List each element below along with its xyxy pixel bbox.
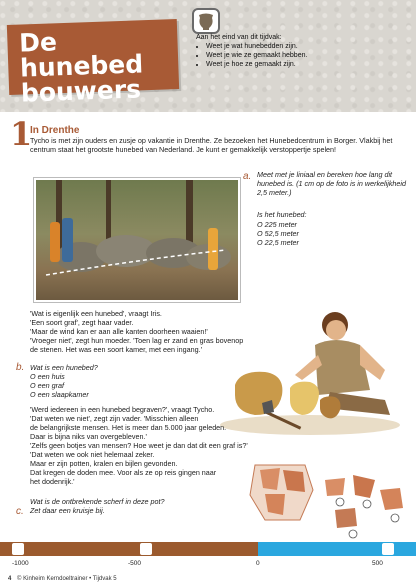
dialogue-line: 'Werd iedereen in een hunebed begraven?', vraagt Tycho. bbox=[30, 405, 215, 414]
pot-shards-puzzle bbox=[235, 460, 410, 540]
dialogue-line: 'Maar de wind kan er aan alle kanten doorheen waaien!' bbox=[30, 327, 208, 336]
question-a-sub: Is het hunebed: bbox=[257, 210, 307, 219]
question-b-text: Wat is een hunebed? bbox=[30, 363, 98, 372]
pot-icon bbox=[192, 8, 220, 34]
goals-intro: Aan het eind van dit tijdvak: bbox=[196, 34, 282, 41]
timeline-label: -1000 bbox=[12, 560, 29, 567]
option-label: 22,5 meter bbox=[264, 238, 299, 247]
question-a-letter: a. bbox=[243, 171, 252, 182]
goals-list bbox=[196, 42, 396, 69]
timeline-label: 0 bbox=[256, 560, 260, 567]
timeline-bc-segment bbox=[0, 542, 258, 556]
dialogue-line: 'Dat weten we niet', zegt zijn vader. 'Misschien alleen bbox=[30, 414, 199, 423]
timeline-label: 500 bbox=[372, 560, 383, 567]
dialogue-line: de stenen. Het was een soort kamer, met een ingang.' bbox=[30, 345, 202, 354]
goal-item: • Weet je wie ze gemaakt hebben. bbox=[206, 51, 396, 60]
question-c bbox=[30, 497, 230, 515]
dialogue-line: 'Dat weten we ook niet helemaal zeker. bbox=[30, 450, 155, 459]
dialogue-line: 'Een soort graf', zegt haar vader. bbox=[30, 318, 134, 327]
dialogue-line: de belangrijkste mensen. Het is meer dan 5.000 jaar geleden. bbox=[30, 423, 227, 432]
page-title-line1: De hunebed bbox=[18, 27, 144, 83]
question-c-line1: Wat is de ontbrekende scherf in deze pot? bbox=[30, 497, 165, 506]
question-a-text: Meet met je liniaal en bereken hoe lang dit hunebed is. (1 cm op de foto is in werkelijkheid 2,5 meter.) bbox=[257, 170, 407, 197]
question-c-letter: c. bbox=[16, 506, 24, 517]
option-huis[interactable]: O een huis bbox=[30, 372, 65, 381]
dialogue-line: 'Vroeger niet', zegt hun moeder. 'Toen lag er zand en gras bovenop bbox=[30, 336, 244, 345]
question-c-line2: Zet daar een kruisje bij. bbox=[30, 506, 105, 515]
option-label: een huis bbox=[37, 372, 65, 381]
option-22-5[interactable]: O 22,5 meter bbox=[257, 238, 299, 247]
pot-icon-svg bbox=[194, 10, 218, 32]
section-number: 1 bbox=[10, 115, 33, 153]
hunebed-photo bbox=[34, 178, 240, 302]
option-label: een graf bbox=[37, 381, 64, 390]
section-intro: Tycho is met zijn ouders en zusje op vakantie in Drenthe. Ze bezoeken het Hunebedcentrum in Borger. Vlakbij het centrum staat het grootste hunebed van Nederland. Je kunt er gemakkelijk verstoppertje spelen! bbox=[30, 136, 393, 154]
measure-line bbox=[36, 180, 238, 300]
page-title bbox=[18, 25, 172, 108]
option-label: 225 meter bbox=[264, 220, 297, 229]
dialogue-line: Maar er zijn potten, kralen en bijlen gevonden. bbox=[30, 459, 178, 468]
castle-icon bbox=[382, 543, 394, 555]
page-number: 4 bbox=[8, 576, 12, 582]
temple-icon bbox=[140, 543, 152, 555]
dialogue-line: het dodenrijk.' bbox=[30, 477, 75, 486]
option-label: 52,5 meter bbox=[264, 229, 299, 238]
option-slaapkamer[interactable]: O een slaapkamer bbox=[30, 390, 89, 399]
option-graf[interactable]: O een graf bbox=[30, 381, 64, 390]
question-b-letter: b. bbox=[16, 362, 25, 373]
dialogue-line: Dat kregen de doden mee. Voor als ze op reis gingen naar bbox=[30, 468, 217, 477]
shard-option bbox=[380, 488, 403, 510]
option-225[interactable]: O 225 meter bbox=[257, 220, 297, 229]
question-a-options bbox=[257, 210, 407, 247]
goal-item: • Weet je hoe ze gemaakt zijn. bbox=[206, 60, 396, 69]
option-label: een slaapkamer bbox=[37, 390, 89, 399]
page-title-line2: bouwers bbox=[20, 74, 142, 108]
shard-option bbox=[335, 508, 357, 528]
goal-item: • Weet je wat hunebedden zijn. bbox=[206, 42, 396, 51]
dialogue-line: 'Wat is eigenlijk een hunebed', vraagt Iris. bbox=[30, 309, 162, 318]
question-b bbox=[30, 363, 190, 399]
pot-icon bbox=[12, 543, 24, 555]
dialogue-line: 'Zelfs geen botjes van mensen? Hoe weet je dan dat dit een graf is?' bbox=[30, 441, 248, 450]
shard-option bbox=[325, 478, 345, 496]
timeline-bar bbox=[0, 542, 416, 556]
footer-credit: © Kinheim Kerndoeltrainer • Tijdvak 5 bbox=[17, 576, 117, 582]
page-footer bbox=[8, 576, 117, 582]
learning-goals bbox=[196, 33, 396, 69]
timeline-label: -500 bbox=[128, 560, 142, 567]
section-title: In Drenthe bbox=[30, 125, 80, 136]
dialogue-line: Daar is bijna niks van overgebleven.' bbox=[30, 432, 147, 441]
shard-option bbox=[353, 475, 375, 498]
option-52-5[interactable]: O 52,5 meter bbox=[257, 229, 299, 238]
